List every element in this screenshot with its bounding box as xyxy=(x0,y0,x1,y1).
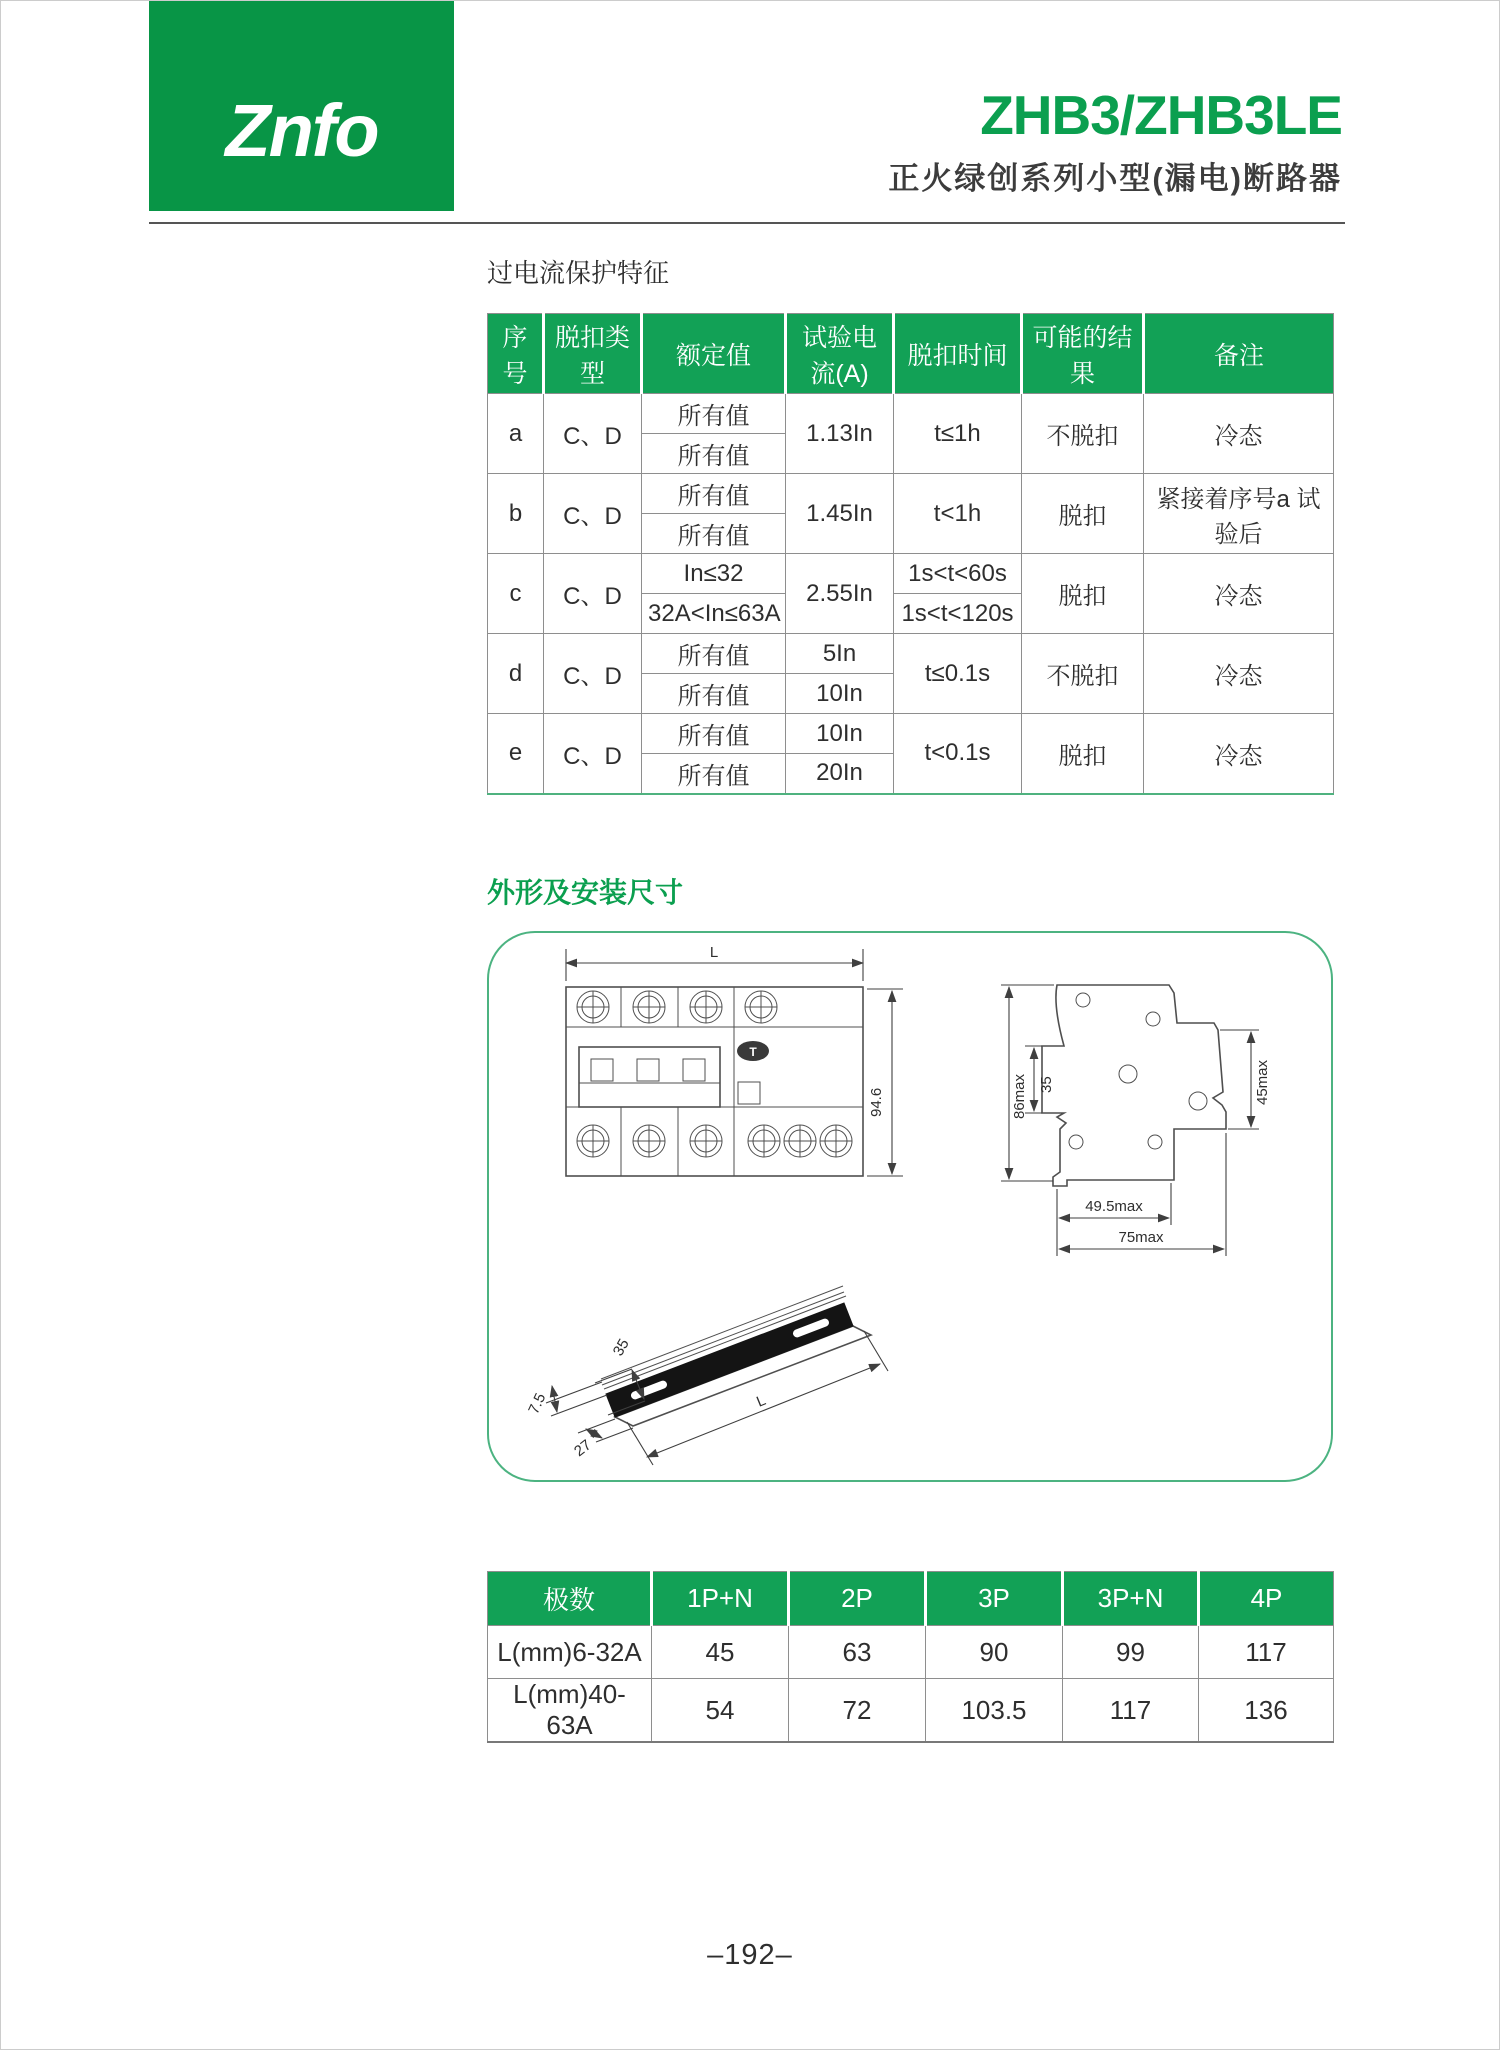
table-cell: 脱扣 xyxy=(1022,714,1144,794)
side-right-dim-label: 45max xyxy=(1254,1059,1271,1105)
table-cell: 所有值 xyxy=(642,714,786,754)
front-height-dim-label: 94.6 xyxy=(868,1087,885,1117)
table-cell: 脱扣 xyxy=(1022,474,1144,554)
table-cell: 136 xyxy=(1199,1679,1334,1743)
table-row xyxy=(488,474,1334,514)
table-cell: 117 xyxy=(1063,1679,1199,1743)
side-height-dim-label: 86max xyxy=(1011,1073,1028,1119)
side-depth1-dim-label: 49.5max xyxy=(1085,1198,1143,1215)
table-cell: 99 xyxy=(1063,1626,1199,1679)
size-table xyxy=(487,1571,1334,1743)
table-cell: c xyxy=(488,554,544,634)
column-header: 4P xyxy=(1199,1572,1334,1626)
table-cell: 所有值 xyxy=(642,754,786,794)
table-cell: 所有值 xyxy=(642,434,786,474)
table-cell: 20In xyxy=(786,754,894,794)
table-cell: a xyxy=(488,394,544,474)
table-cell: C、D xyxy=(544,394,642,474)
column-header: 1P+N xyxy=(652,1572,789,1626)
table-cell: 54 xyxy=(652,1679,789,1743)
rail-depth-dim-label: 27 xyxy=(570,1436,595,1461)
section-title-overcurrent: 过电流保护特征 xyxy=(487,258,670,288)
table-cell: 103.5 xyxy=(926,1679,1063,1743)
table-cell: 45 xyxy=(652,1626,789,1679)
table-row xyxy=(488,714,1334,754)
table-cell: t≤0.1s xyxy=(894,634,1022,714)
test-button-label: T xyxy=(749,1045,757,1059)
table-cell: 63 xyxy=(789,1626,926,1679)
page-header xyxy=(888,84,1342,198)
table-cell: 脱扣 xyxy=(1022,554,1144,634)
table-cell: 10In xyxy=(786,674,894,714)
table-header-row xyxy=(488,314,1334,394)
column-header: 脱扣类型 xyxy=(544,314,642,394)
rail-width-dim-label: 35 xyxy=(609,1336,633,1359)
side-din-dim-label: 35 xyxy=(1038,1076,1055,1093)
table-cell: 1.13In xyxy=(786,394,894,474)
front-width-dim-label: L xyxy=(709,944,719,961)
table-cell: 冷态 xyxy=(1144,714,1334,794)
front-view-drawing xyxy=(566,944,903,1176)
table-row xyxy=(488,1626,1334,1679)
column-header: 额定值 xyxy=(642,314,786,394)
table-cell: 所有值 xyxy=(642,514,786,554)
table-cell: 5In xyxy=(786,634,894,674)
table-cell: 10In xyxy=(786,714,894,754)
table-cell: 117 xyxy=(1199,1626,1334,1679)
table-cell: t<1h xyxy=(894,474,1022,554)
column-header: 脱扣时间 xyxy=(894,314,1022,394)
column-header: 3P xyxy=(926,1572,1063,1626)
table-cell: 2.55In xyxy=(786,554,894,634)
column-header: 序号 xyxy=(488,314,544,394)
rail-flange-dim-label: 7.5 xyxy=(525,1390,550,1417)
table-cell: 72 xyxy=(789,1679,926,1743)
table-cell: 1s<t<60s xyxy=(894,554,1022,594)
table-cell: L(mm)6-32A xyxy=(488,1626,652,1679)
brand-logo-text: Znfo xyxy=(225,88,378,172)
table-cell: 所有值 xyxy=(642,394,786,434)
side-view-drawing xyxy=(1001,985,1271,1256)
table-header-row xyxy=(488,1572,1334,1626)
column-header: 极数 xyxy=(488,1572,652,1626)
dimension-drawings xyxy=(487,931,1333,1482)
overcurrent-table xyxy=(487,313,1334,795)
column-header: 备注 xyxy=(1144,314,1334,394)
table-cell: 不脱扣 xyxy=(1022,394,1144,474)
table-cell: e xyxy=(488,714,544,794)
header-divider xyxy=(149,222,1345,224)
brand-logo xyxy=(149,1,454,211)
table-row xyxy=(488,634,1334,674)
table-cell: 32A<In≤63A xyxy=(642,594,786,634)
table-cell: b xyxy=(488,474,544,554)
table-cell: 所有值 xyxy=(642,474,786,514)
page-number: –192– xyxy=(707,1939,793,1971)
table-cell: 1s<t<120s xyxy=(894,594,1022,634)
table-cell: 紧接着序号a 试验后 xyxy=(1144,474,1334,554)
table-cell: 不脱扣 xyxy=(1022,634,1144,714)
table-cell: C、D xyxy=(544,474,642,554)
table-cell: t≤1h xyxy=(894,394,1022,474)
column-header: 2P xyxy=(789,1572,926,1626)
table-cell: 冷态 xyxy=(1144,634,1334,714)
table-cell: L(mm)40-63A xyxy=(488,1679,652,1743)
table-cell: 冷态 xyxy=(1144,394,1334,474)
side-depth2-dim-label: 75max xyxy=(1118,1229,1164,1246)
table-cell: 冷态 xyxy=(1144,554,1334,634)
table-cell: 1.45In xyxy=(786,474,894,554)
section-title-dimensions: 外形及安装尺寸 xyxy=(487,877,684,908)
table-cell: d xyxy=(488,634,544,714)
table-cell: t<0.1s xyxy=(894,714,1022,794)
column-header: 可能的结果 xyxy=(1022,314,1144,394)
column-header: 试验电流(A) xyxy=(786,314,894,394)
page-title: ZHB3/ZHB3LE xyxy=(980,84,1342,146)
table-row xyxy=(488,1679,1334,1743)
table-cell: 所有值 xyxy=(642,634,786,674)
table-cell: C、D xyxy=(544,634,642,714)
table-cell: In≤32 xyxy=(642,554,786,594)
table-cell: C、D xyxy=(544,714,642,794)
page-subtitle: 正火绿创系列小型(漏电)断路器 xyxy=(888,160,1342,196)
rail-length-dim-label: L xyxy=(754,1391,769,1411)
table-cell: C、D xyxy=(544,554,642,634)
column-header: 3P+N xyxy=(1063,1572,1199,1626)
table-row xyxy=(488,554,1334,594)
din-rail-drawing xyxy=(525,1286,888,1465)
table-cell: 90 xyxy=(926,1626,1063,1679)
table-cell: 所有值 xyxy=(642,674,786,714)
test-button-icon xyxy=(737,1041,769,1061)
table-row xyxy=(488,394,1334,434)
